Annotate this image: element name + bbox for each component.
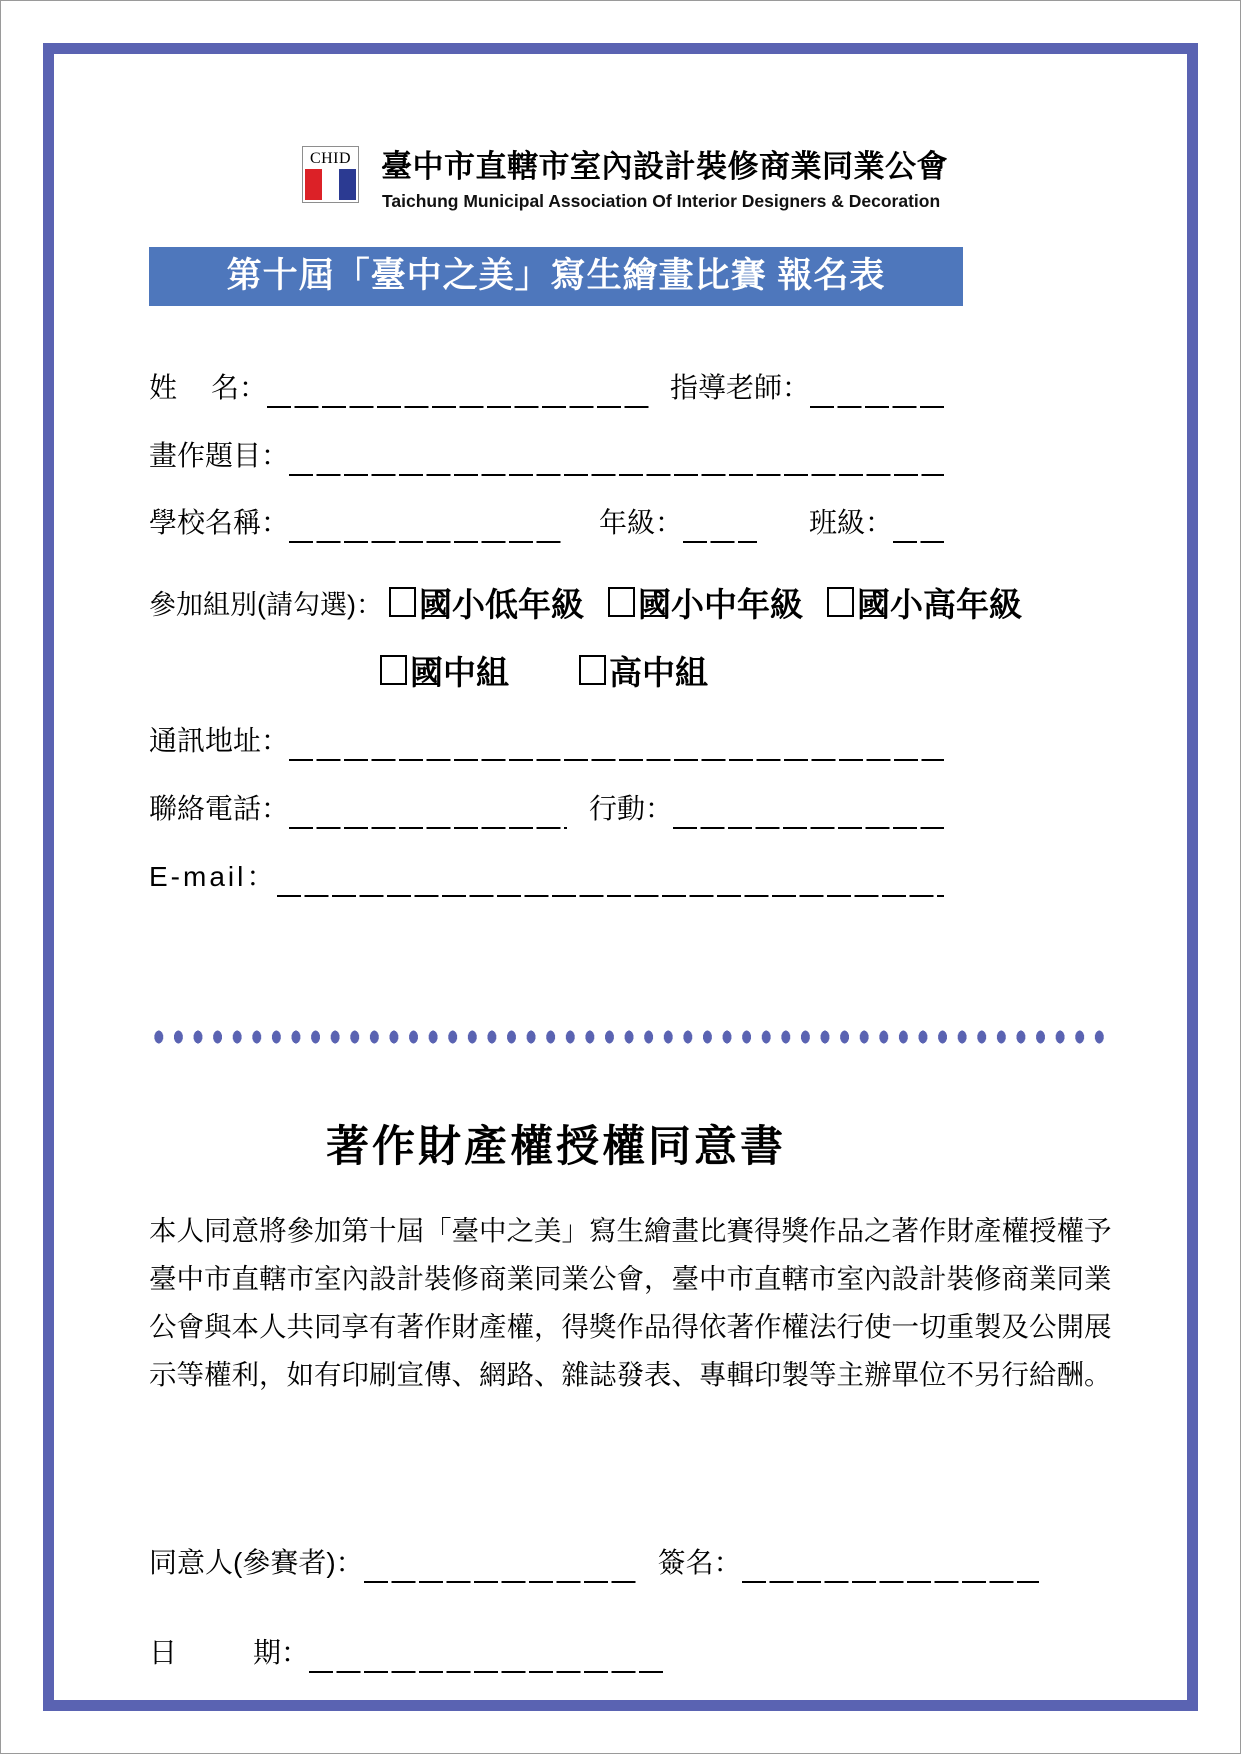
agreement-body-line: 本人同意將參加第十屆「臺中之美」寫生繪畫比賽得獎作品之著作財產權授權予 — [149, 1215, 1112, 1246]
checkbox-junior-high[interactable] — [380, 655, 407, 685]
option-elementary-middle-label: 國小中年級 — [637, 585, 803, 623]
artwork-title-label: 畫作題目： — [149, 440, 290, 471]
date-row — [149, 1631, 663, 1673]
name-label: 姓 名： — [149, 372, 267, 403]
option-senior-high — [579, 647, 708, 694]
category-label: 參加組別(請勾選)： — [149, 589, 383, 620]
email-input-line[interactable] — [277, 859, 944, 897]
school-name-label: 學校名稱： — [149, 507, 290, 538]
option-elementary-lower-label: 國小低年級 — [418, 585, 584, 623]
agreement-title: 著作財產權授權同意書 — [326, 1124, 786, 1171]
checkbox-elementary-lower[interactable] — [389, 587, 416, 617]
chid-flag-icon — [305, 169, 356, 200]
form-title-banner: 第十屆「臺中之美」寫生繪畫比賽 報名表 — [149, 247, 963, 306]
date-label: 日 期： — [149, 1637, 309, 1668]
phone-row — [149, 787, 944, 829]
option-elementary-middle — [608, 579, 803, 626]
checkbox-senior-high[interactable] — [579, 655, 606, 685]
instructor-input-line[interactable] — [810, 370, 944, 408]
agreement-body-line: 示等權利，如有印刷宣傳、網路、雜誌發表、專輯印製等主辦單位不另行給酬。 — [149, 1359, 1112, 1390]
address-row — [149, 719, 944, 761]
category-row-1 — [149, 579, 1022, 625]
email-label: E-mail： — [149, 861, 278, 892]
option-junior-high — [380, 647, 509, 694]
name-input-line[interactable] — [267, 370, 652, 408]
grade-input-line[interactable] — [683, 505, 757, 543]
signature-input-line[interactable] — [742, 1545, 1039, 1583]
option-elementary-lower — [389, 579, 584, 626]
mobile-label: 行動： — [589, 793, 674, 824]
address-input-line[interactable] — [289, 723, 944, 761]
checkbox-elementary-upper[interactable] — [827, 587, 854, 617]
checkbox-elementary-middle[interactable] — [608, 587, 635, 617]
organization-name-zh: 臺中市直轄市室內設計裝修商業同業公會 — [381, 149, 948, 184]
class-label: 班級： — [809, 507, 894, 538]
consenter-label: 同意人(參賽者)： — [149, 1547, 364, 1578]
email-row — [149, 855, 944, 897]
phone-label: 聯絡電話： — [149, 793, 290, 824]
consenter-row — [149, 1541, 1039, 1583]
agreement-body-line: 臺中市直轄市室內設計裝修商業同業公會，臺中市直轄市室內設計裝修商業同業 — [149, 1263, 1112, 1294]
date-input-line[interactable] — [309, 1635, 663, 1673]
artwork-title-input-line[interactable] — [289, 438, 944, 476]
consenter-input-line[interactable] — [364, 1545, 636, 1583]
mobile-input-line[interactable] — [673, 791, 944, 829]
option-elementary-upper-label: 國小高年級 — [856, 585, 1022, 623]
category-row-2 — [380, 647, 708, 693]
agreement-body — [149, 1207, 1113, 1399]
option-junior-high-label: 國中組 — [410, 653, 509, 691]
grade-label: 年級： — [599, 507, 684, 538]
option-senior-high-label: 高中組 — [609, 653, 708, 691]
phone-input-line[interactable] — [289, 791, 567, 829]
address-label: 通訊地址： — [149, 725, 290, 756]
school-row — [149, 501, 944, 543]
agreement-body-line: 公會與本人共同享有著作財產權，得獎作品得依著作權法行使一切重製及公開展 — [149, 1311, 1112, 1342]
instructor-label: 指導老師： — [670, 372, 811, 403]
artwork-title-row — [149, 434, 944, 476]
chid-logo-text: CHID — [309, 150, 352, 167]
name-row — [149, 366, 944, 408]
chid-logo — [302, 146, 359, 203]
school-name-input-line[interactable] — [289, 505, 561, 543]
dotted-divider — [149, 1029, 1107, 1045]
class-input-line[interactable] — [893, 505, 944, 543]
option-elementary-upper — [827, 579, 1022, 626]
organization-name-en: Taichung Municipal Association Of Interior Designers & Decoration — [382, 191, 941, 211]
signature-label: 簽名： — [657, 1547, 742, 1578]
